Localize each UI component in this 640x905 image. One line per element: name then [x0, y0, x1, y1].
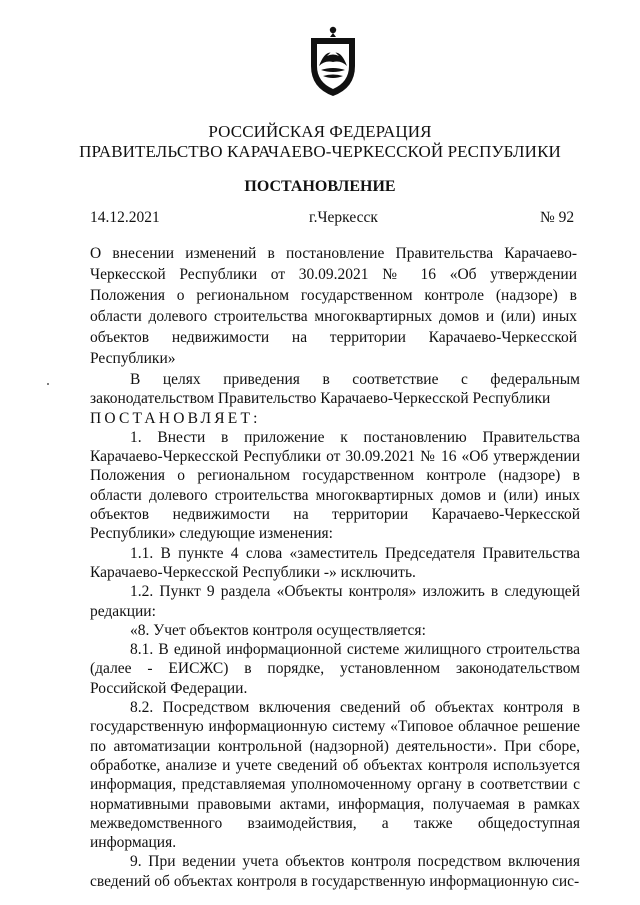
scan-speck — [47, 383, 49, 385]
document-date: 14.12.2021 — [90, 209, 160, 226]
paragraph-1-2: 1.2. Пункт 9 раздела «Объекты контроля» изложить в следующей редакции: — [90, 583, 580, 620]
document-body — [90, 370, 580, 891]
paragraph-1: 1. Внести в приложение к постановлению Правительства Карачаево-Черкесской Республики от 30.09.2021 № 16 «Об утверждении Положения о региональном государственном контроле (надзоре) в области долевого строительства многоквартирных домов и (или) иных объектов недвижимости на территории Карачаево-Черкесской Республики» следующие изменения: — [90, 428, 580, 543]
resolves-heading: ПОСТАНОВЛЯЕТ: — [90, 409, 261, 427]
paragraph-8: «8. Учет объектов контроля осуществляется: — [130, 621, 426, 639]
paragraph-8-2: 8.2. Посредством включения сведений об объектах контроля в государственную информационную систему «Типовое облачное решение по автоматизации контрольной (надзорной) деятельности». При сборе, обработке, анализе и учете сведений об объектах контроля используется информация, представляемая уполномоченному органу в соответствии с нормативными правовыми актами, информация, получаемая в рамках межведомственного взаимодействия, а также общедоступная информация. — [90, 699, 580, 852]
document-subject: О внесении изменений в постановление Правительства Карачаево-Черкесской Республики от 30.09.2021 № 16 «Об утверждении Положения о региональном государственном контроле (надзоре) в области долевого строительства многоквартирных домов и (или) иных объектов недвижимости на территории Карачаево-Черкесской Республики» — [90, 245, 577, 367]
document-number: № 92 — [540, 209, 575, 226]
coat-of-arms-emblem — [305, 22, 361, 98]
header-country: РОССИЙСКАЯ ФЕДЕРАЦИЯ — [208, 122, 432, 141]
document-type-title: ПОСТАНОВЛЕНИЕ — [244, 178, 396, 195]
document-city: г.Черкесск — [309, 209, 378, 226]
paragraph-9: 9. При ведении учета объектов контроля посредством включения сведений об объектах контроля в государственную информационную сис- — [90, 853, 580, 890]
paragraph-8-1: 8.1. В единой информационной системе жилищного строительства (далее - ЕИСЖС) в порядке, установленном законодательством Российской Федерации. — [90, 641, 580, 697]
paragraph-1-1: 1.1. В пункте 4 слова «заместитель Председателя Правительства Карачаево-Черкесской Республики -» исключить. — [90, 544, 580, 581]
preamble-paragraph: В целях приведения в соответствие с федеральным законодательством Правительство Карачаево-Черкесской Республики — [90, 371, 580, 408]
header-government: ПРАВИТЕЛЬСТВО КАРАЧАЕВО-ЧЕРКЕССКОЙ РЕСПУБЛИКИ — [79, 142, 561, 161]
